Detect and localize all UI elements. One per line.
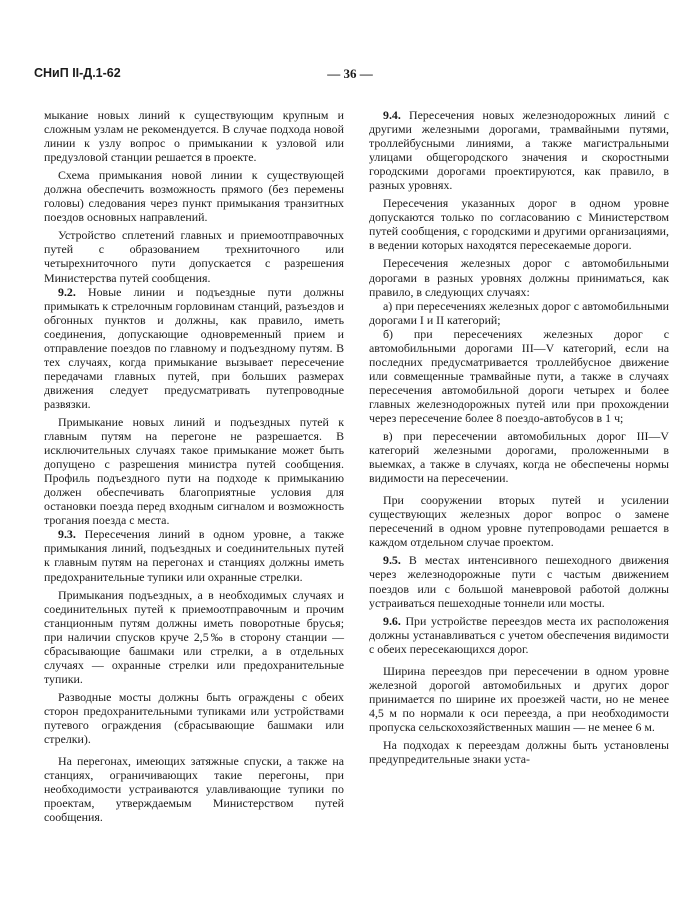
paragraph: Примыкания подъездных, а в необходимых случаях и соединительных путей к приемоотправочным и прочим станционным путям должны иметь поворотные брусья; при наличии спусков круче 2,5‰ в сторону станции — сбрасывающие башмаки или стрелки, а в отдельных случаях — охранные стрелки или предохранительные тупики. <box>44 587 344 686</box>
page-header <box>34 66 666 88</box>
left-text-column <box>44 108 344 824</box>
paragraph-9-4: 9.4. Пересечения новых железнодорожных линий с другими железными дорогами, трамвайными путями, троллейбусными линиями, а также магистральными улицами общегородского значения и скоростными городскими дорогами проектируются, как правило, в разных уровнях. <box>369 108 669 193</box>
paragraph-9-6: 9.6. При устройстве переездов места их расположения должны устанавливаться с учетом обеспечения видимости с обеих пересекающихся дорог. <box>369 613 669 656</box>
list-item-v: в) при пересечении автомобильных дорог III—V категорий железными дорогами, проложенными в выемках, а также в случаях, когда не обеспечены нормы видимости на пересечении. <box>369 429 669 486</box>
paragraph-9-2: 9.2. Новые линии и подъездные пути должны примыкать к стрелочным горловинам станций, разъездов и обгонных пунктов и должны, как правило, иметь соединения, допускающие одновременный прием и отправление поездов по главному и подъездному путям. В тех случаях, когда примыкание вызывает пересечение передачами главных путей, при больших размерах движения следует предусматривать путепроводные развязки. <box>44 284 344 411</box>
paragraph: Схема примыкания новой линии к существующей должна обеспечить возможность прямого (без перемены головы) следования через пункт примыкания транзитных поездов основных направлений. <box>44 168 344 225</box>
paragraph: Устройство сплетений главных и приемоотправочных путей с образованием трехниточного или четырехниточного пути допускается с разрешения Министерства путей сообщения. <box>44 228 344 285</box>
list-item-b: б) при пересечениях железных дорог с автомобильными дорогами III—V категорий, если на последних предусматривается троллейбусное движение или совмещенные трамвайные пути, а также в случаях пересечения автомобильной дороги четырех и более главных железнодорожных путей или при прохождении через пересечение более 8 поездо-автобусов в 1 ч; <box>369 326 669 425</box>
paragraph: На перегонах, имеющих затяжные спуски, а также на станциях, ограничивающих такие перегоны, при необходимости устраиваются улавливающие тупики по проектам, утверждаемым Министерством путей сообщения. <box>44 754 344 825</box>
paragraph: На подходах к переездам должны быть установлены предупредительные знаки уста- <box>369 737 669 767</box>
paragraph: Примыкание новых линий и подъездных путей к главным путям на перегоне не разрешается. В исключительных случаях такое примыкание может быть допущено с разрешения министра путей сообщения. Профиль подъездного пути на подходе к примыканию должен обеспечивать благоприятные условия для остановки поезда перед входным сигналом и возможность трогания поезда с места. <box>44 414 344 528</box>
document-code: СНиП II-Д.1-62 <box>34 66 121 80</box>
paragraph-9-5: 9.5. В местах интенсивного пешеходного движения через железнодорожные пути с частым движением поездов или с большой маневровой работой должны устраиваться пешеходные тоннели или мосты. <box>369 553 670 610</box>
list-item-a: а) при пересечениях железных дорог с автомобильными дорогами I и II категорий; <box>369 298 669 327</box>
paragraph-9-3: 9.3. Пересечения линий в одном уровне, а также примыкания линий, подъездных и соединительных путей к главным путям на перегонах и станциях должны иметь предохранительные тупики или охранные стрелки. <box>44 527 344 584</box>
paragraph: Пересечения указанных дорог в одном уровне допускаются только по согласованию с Министерством путей сообщения, с городскими и другими организациями, в ведении которых находятся пересекаемые дороги. <box>369 196 669 253</box>
paragraph: мыкание новых линий к существующим крупным и сложным узлам не рекомендуется. В случае подхода новой линии к узлу вопрос о примыкании к узловой или предузловой станции решается в проекте. <box>44 108 344 165</box>
paragraph: При сооружении вторых путей и усилении существующих железных дорог вопрос о замене пересечений в одном уровне путепроводами решается в каждом отдельном случае проектом. <box>369 493 669 550</box>
page-number: — 36 — <box>327 66 373 81</box>
paragraph: Пересечения железных дорог с автомобильными дорогами в разных уровнях должны приниматься, как правило, в следующих случаях: <box>369 256 669 299</box>
paragraph: Разводные мосты должны быть ограждены с обеих сторон предохранительными тупиками или устройствами путевого ограждения (сбрасывающие башмаки или стрелки). <box>44 689 344 747</box>
right-text-column <box>369 108 669 766</box>
paragraph: Ширина переездов при пересечении в одном уровне железной дорогой автомобильных и других дорог принимается по ширине их проезжей части, но не менее 4,5 м по нормали к оси переезда, а при необходимости пропуска сельскохозяйственных машин — не менее 6 м. <box>369 663 669 734</box>
